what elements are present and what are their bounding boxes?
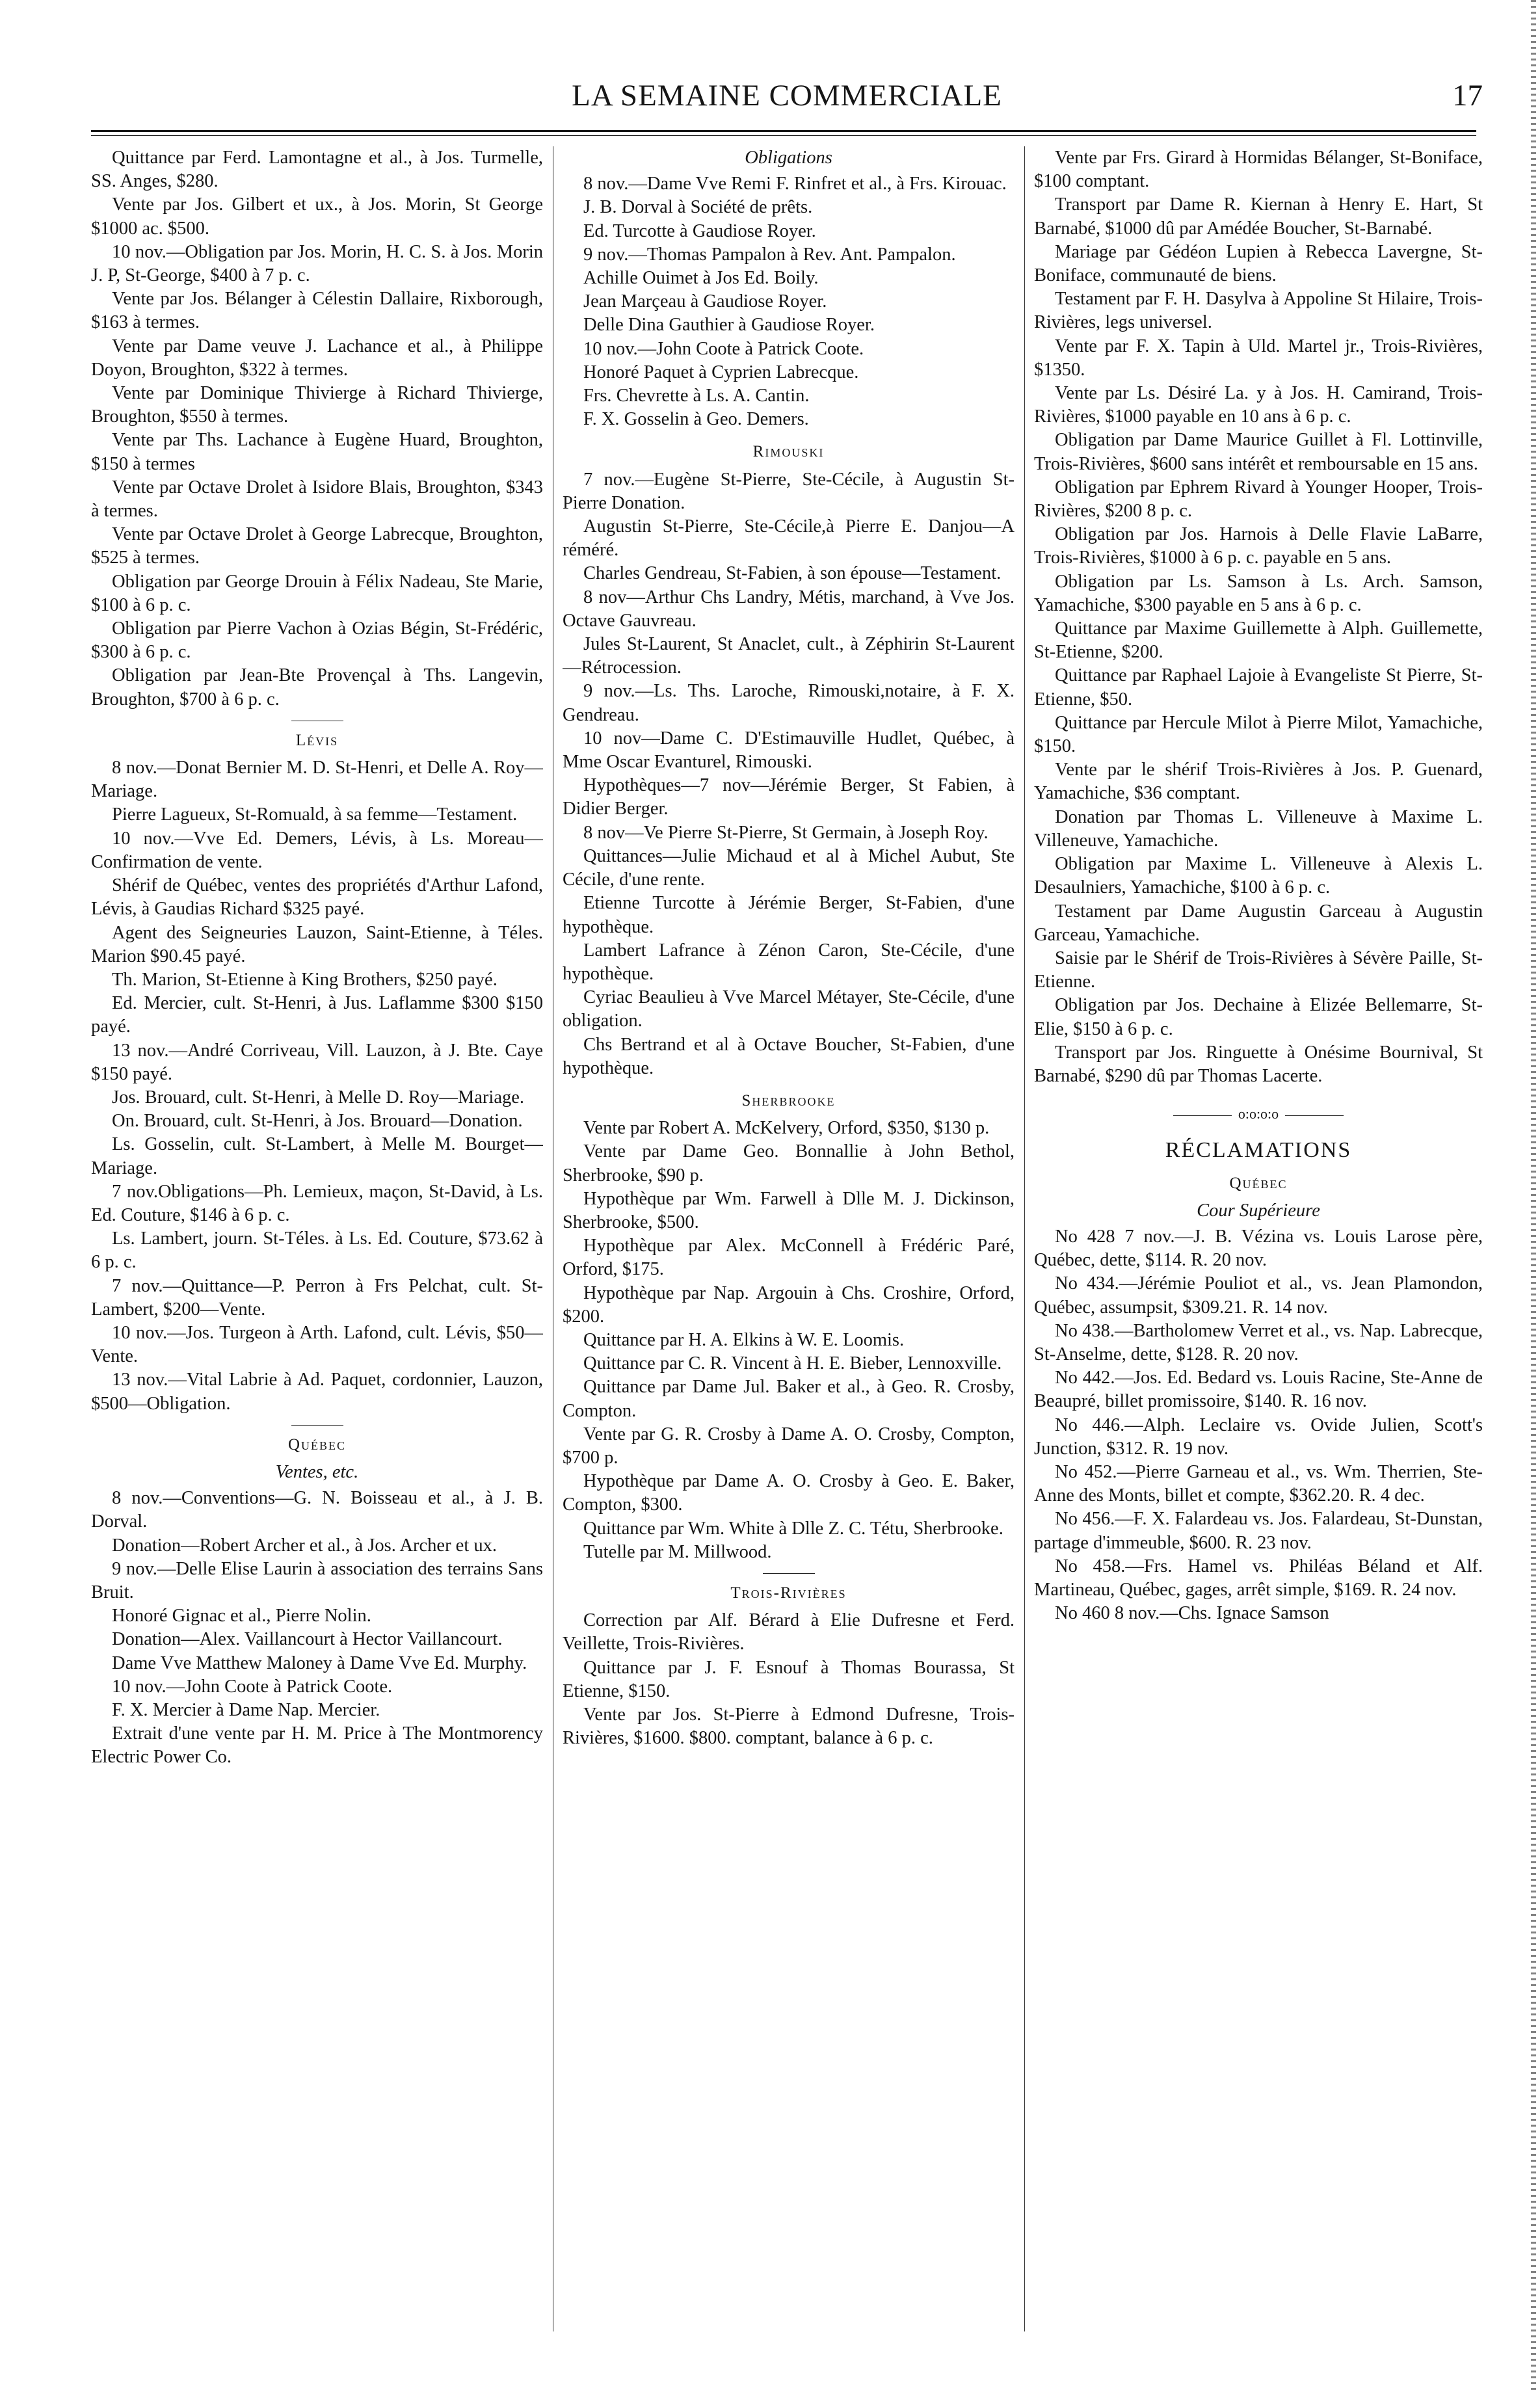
entry: Jean Marçeau à Gaudiose Royer. bbox=[583, 291, 827, 312]
entry: Quittance par Ferd. Lamontagne et al., à Jos. Turmelle, SS. Anges, $280. bbox=[91, 148, 543, 192]
section-heading-trois-rivieres: Trois-Rivières bbox=[563, 1573, 1015, 1605]
entry: On. Brouard, cult. St-Henri, à Jos. Brouard—Donation. bbox=[112, 1111, 523, 1132]
entry: Ls. Gosselin, cult. St-Lambert, à Melle M. Bourget—Mariage. bbox=[91, 1134, 543, 1178]
entry: Honoré Paquet à Cyprien Labrecque. bbox=[583, 362, 859, 382]
entry: Obligation par Jean-Bte Provençal à Ths. Langevin, Broughton, $700 à 6 p. c. bbox=[91, 665, 543, 710]
entry: Vente par F. X. Tapin à Uld. Martel jr., Trois-Rivières, $1350. bbox=[1034, 336, 1483, 380]
subsection-heading-cour-superieure: Cour Supérieure bbox=[1197, 1200, 1320, 1221]
section-heading-sherbrooke: Sherbrooke bbox=[741, 1091, 836, 1109]
entry: No 460 8 nov.—Chs. Ignace Samson bbox=[1055, 1603, 1329, 1624]
entry: Donation par Thomas L. Villeneuve à Maxime L. Villeneuve, Yamachiche. bbox=[1034, 806, 1483, 851]
entry: Achille Ouimet à Jos Ed. Boily. bbox=[583, 268, 819, 289]
entry: No 434.—Jérémie Pouliot et al., vs. Jean Plamondon, Québec, assumpsit, $309.21. R. 14 nov. bbox=[1034, 1273, 1483, 1318]
entry: Pierre Lagueux, St-Romuald, à sa femme—Testament. bbox=[112, 804, 518, 825]
entry: Obligation par Jos. Dechaine à Elizée Bellemarre, St-Elie, $150 à 6 p. c. bbox=[1034, 995, 1483, 1039]
section-heading-rimouski: Rimouski bbox=[752, 443, 825, 461]
entry: No 442.—Jos. Ed. Bedard vs. Louis Racine, Ste-Anne de Beaupré, billet promissoire, $140. R. 16 nov. bbox=[1034, 1368, 1483, 1412]
entry: Obligation par Jos. Harnois à Delle Flavie LaBarre, Trois-Rivières, $1000 à 6 p. c. payable en 5 ans. bbox=[1034, 524, 1483, 568]
entry: No 438.—Bartholomew Verret et al., vs. Nap. Labrecque, St-Anselme, dette, $128. R. 20 nov. bbox=[1034, 1320, 1483, 1364]
entry: 9 nov.—Ls. Ths. Laroche, Rimouski,notaire, à F. X. Gendreau. bbox=[563, 681, 1015, 725]
entry: Quittance par Wm. White à Dlle Z. C. Tétu, Sherbrooke. bbox=[583, 1518, 1003, 1539]
entry: 13 nov.—André Corriveau, Vill. Lauzon, à J. Bte. Caye $150 payé. bbox=[91, 1040, 543, 1084]
section-heading-levis: Lévis bbox=[91, 721, 543, 752]
entry: 9 nov.—Thomas Pampalon à Rev. Ant. Pampalon. bbox=[583, 244, 956, 265]
entry: Charles Gendreau, St-Fabien, à son épouse—Testament. bbox=[583, 563, 1002, 584]
entry: Quittance par J. F. Esnouf à Thomas Bourassa, St Etienne, $150. bbox=[563, 1657, 1015, 1701]
entry: Vente par le shérif Trois-Rivières à Jos. P. Guenard, Yamachiche, $36 comptant. bbox=[1034, 760, 1483, 804]
entry: Quittance par Dame Jul. Baker et al., à Geo. R. Crosby, Compton. bbox=[563, 1377, 1015, 1421]
entry: Obligation par George Drouin à Félix Nadeau, Ste Marie, $100 à 6 p. c. bbox=[91, 571, 543, 615]
entry: Vente par Dame Geo. Bonnallie à John Bethol, Sherbrooke, $90 p. bbox=[563, 1141, 1015, 1186]
entry: Quittance par H. A. Elkins à W. E. Loomis. bbox=[583, 1329, 905, 1350]
entry: Vente par G. R. Crosby à Dame A. O. Crosby, Compton, $700 p. bbox=[563, 1424, 1015, 1468]
entry: Vente par Dominique Thivierge à Richard Thivierge, Broughton, $550 à termes. bbox=[91, 383, 543, 427]
entry: Hypothèque par Dame A. O. Crosby à Geo. E. Baker, Compton, $300. bbox=[563, 1471, 1015, 1515]
entry: Jos. Brouard, cult. St-Henri, à Melle D. Roy—Mariage. bbox=[112, 1087, 524, 1108]
entry: No 428 7 nov.—J. B. Vézina vs. Louis Larose père, Québec, dette, $114. R. 20 nov. bbox=[1034, 1226, 1483, 1271]
entry: Quittance par C. R. Vincent à H. E. Bieber, Lennoxville. bbox=[583, 1353, 1002, 1374]
entry: J. B. Dorval à Société de prêts. bbox=[583, 197, 813, 218]
column-divider bbox=[1024, 146, 1025, 2331]
entry: No 456.—F. X. Falardeau vs. Jos. Falardeau, St-Dunstan, partage d'immeuble, $600. R. 23 nov. bbox=[1034, 1509, 1483, 1553]
entry: Etienne Turcotte à Jérémie Berger, St-Fabien, d'une hypothèque. bbox=[563, 893, 1015, 937]
entry: 8 nov—Arthur Chs Landry, Métis, marchand, à Vve Jos. Octave Gauvreau. bbox=[563, 587, 1015, 631]
entry: Hypothèque par Alex. McConnell à Frédéric Paré, Orford, $175. bbox=[563, 1236, 1015, 1280]
entry: 7 nov.—Quittance—P. Perron à Frs Pelchat, cult. St-Lambert, $200—Vente. bbox=[91, 1275, 543, 1320]
entry: Donation—Robert Archer et al., à Jos. Archer et ux. bbox=[112, 1535, 498, 1556]
entry: F. X. Gosselin à Geo. Demers. bbox=[583, 409, 809, 430]
entry: Ls. Lambert, journ. St-Téles. à Ls. Ed. Couture, $73.62 à 6 p. c. bbox=[91, 1228, 543, 1273]
entry: 9 nov.—Delle Elise Laurin à association des terrains Sans Bruit. bbox=[91, 1558, 543, 1602]
entry: Tutelle par M. Millwood. bbox=[583, 1541, 772, 1562]
entry: Vente par Ths. Lachance à Eugène Huard, Broughton, $150 à termes bbox=[91, 430, 543, 474]
entry: Correction par Alf. Bérard à Elie Dufresne et Ferd. Veillette, Trois-Rivières. bbox=[563, 1610, 1015, 1654]
entry: Quittance par Hercule Milot à Pierre Milot, Yamachiche, $150. bbox=[1034, 712, 1483, 757]
entry: 8 nov.—Conventions—G. N. Boisseau et al., à J. B. Dorval. bbox=[91, 1488, 543, 1532]
entry: Hypothèques—7 nov—Jérémie Berger, St Fabien, à Didier Berger. bbox=[563, 775, 1015, 819]
subsection-heading-obligations: Obligations bbox=[745, 148, 832, 168]
entry: Dame Vve Matthew Maloney à Dame Vve Ed. Murphy. bbox=[112, 1653, 527, 1673]
entry: 7 nov.Obligations—Ph. Lemieux, maçon, St-David, à Ls. Ed. Couture, $146 à 6 p. c. bbox=[91, 1181, 543, 1225]
entry: Vente par Octave Drolet à George Labrecque, Broughton, $525 à termes. bbox=[91, 524, 543, 568]
entry: 10 nov.—Obligation par Jos. Morin, H. C. S. à Jos. Morin J. P, St-George, $400 à 7 p. c. bbox=[91, 241, 543, 286]
entry: Lambert Lafrance à Zénon Caron, Ste-Cécile, d'une hypothèque. bbox=[563, 940, 1015, 984]
entry: Vente par Dame veuve J. Lachance et al., à Philippe Doyon, Broughton, $322 à termes. bbox=[91, 336, 543, 380]
entry: Augustin St-Pierre, Ste-Cécile,à Pierre E. Danjou—A réméré. bbox=[563, 516, 1015, 561]
entry: F. X. Mercier à Dame Nap. Mercier. bbox=[112, 1700, 380, 1720]
entry: Testament par Dame Augustin Garceau à Augustin Garceau, Yamachiche. bbox=[1034, 901, 1483, 945]
publication-title: LA SEMAINE COMMERCIALE bbox=[572, 79, 1002, 113]
entry: Vente par Frs. Girard à Hormidas Bélanger, St-Boniface, $100 comptant. bbox=[1034, 148, 1483, 192]
entry: Chs Bertrand et al à Octave Boucher, St-Fabien, d'une hypothèque. bbox=[563, 1034, 1015, 1078]
entry: 8 nov—Ve Pierre St-Pierre, St Germain, à Joseph Roy. bbox=[583, 822, 989, 843]
entry: Ed. Mercier, cult. St-Henri, à Jus. Laflamme $300 $150 payé. bbox=[91, 993, 543, 1037]
entry: Quittance par Maxime Guillemette à Alph. Guillemette, St-Etienne, $200. bbox=[1034, 618, 1483, 663]
entry: Ed. Turcotte à Gaudiose Royer. bbox=[583, 220, 816, 241]
page-edge-binding bbox=[1531, 0, 1536, 2390]
entry: Quittance par Raphael Lajoie à Evangeliste St Pierre, St-Etienne, $50. bbox=[1034, 665, 1483, 710]
entry: Saisie par le Shérif de Trois-Rivières à Sévère Paille, St-Etienne. bbox=[1034, 948, 1483, 992]
entry: Shérif de Québec, ventes des propriétés d'Arthur Lafond, Lévis, à Gaudias Richard $325 payé. bbox=[91, 875, 543, 920]
entry: 8 nov.—Donat Bernier M. D. St-Henri, et Delle A. Roy—Mariage. bbox=[91, 758, 543, 802]
entry: Mariage par Gédéon Lupien à Rebecca Lavergne, St-Boniface, communauté de biens. bbox=[1034, 241, 1483, 286]
entry: 10 nov.—Jos. Turgeon à Arth. Lafond, cult. Lévis, $50—Vente. bbox=[91, 1322, 543, 1367]
entry: 10 nov.—John Coote à Patrick Coote. bbox=[583, 338, 864, 359]
page-number: 17 bbox=[1452, 79, 1483, 113]
entry: Obligation par Ephrem Rivard à Younger Hooper, Trois-Rivières, $200 8 p. c. bbox=[1034, 477, 1483, 522]
entry: Frs. Chevrette à Ls. A. Cantin. bbox=[583, 386, 810, 406]
entry: Obligation par Maxime L. Villeneuve à Alexis L. Desaulniers, Yamachiche, $100 à 6 p. c. bbox=[1034, 854, 1483, 898]
section-heading-quebec: Québec bbox=[91, 1425, 543, 1457]
entry: Th. Marion, St-Etienne à King Brothers, $250 payé. bbox=[112, 969, 498, 990]
subsection-heading-ventes: Ventes, etc. bbox=[275, 1461, 359, 1482]
entry: 10 nov.—John Coote à Patrick Coote. bbox=[112, 1676, 393, 1697]
column-2 bbox=[563, 146, 1015, 2331]
entry: Vente par Robert A. McKelvery, Orford, $350, $130 p. bbox=[583, 1118, 990, 1139]
entry: 10 nov—Dame C. D'Estimauville Hudlet, Québec, à Mme Oscar Evanturel, Rimouski. bbox=[563, 728, 1015, 773]
entry: No 452.—Pierre Garneau et al., vs. Wm. Therrien, Ste-Anne des Monts, billet et compte, $362.20. R. 4 dec. bbox=[1034, 1461, 1483, 1506]
section-heading-reclamations: RÉCLAMATIONS bbox=[1165, 1138, 1352, 1163]
entry: Vente par Jos. Bélanger à Célestin Dallaire, Rixborough, $163 à termes. bbox=[91, 289, 543, 333]
entry: Transport par Dame R. Kiernan à Henry E. Hart, St Barnabé, $1000 dû par Amédée Boucher, St-Barnabé. bbox=[1034, 194, 1483, 239]
header-rule bbox=[91, 130, 1476, 136]
entry: Quittances—Julie Michaud et al à Michel Aubut, Ste Cécile, d'une rente. bbox=[563, 845, 1015, 890]
entry: 13 nov.—Vital Labrie à Ad. Paquet, cordonnier, Lauzon, $500—Obligation. bbox=[91, 1370, 543, 1414]
entry: No 446.—Alph. Leclaire vs. Ovide Julien, Scott's Junction, $312. R. 19 nov. bbox=[1034, 1414, 1483, 1459]
ornamental-separator: o:o:o:o bbox=[1034, 1102, 1483, 1126]
entry: Obligation par Ls. Samson à Ls. Arch. Samson, Yamachiche, $300 payable en 5 ans à 6 p. c. bbox=[1034, 571, 1483, 615]
entry: Agent des Seigneuries Lauzon, Saint-Etienne, à Téles. Marion $90.45 payé. bbox=[91, 922, 543, 966]
section-heading-quebec: Québec bbox=[1229, 1174, 1288, 1192]
entry: Delle Dina Gauthier à Gaudiose Royer. bbox=[583, 315, 875, 336]
entry: Obligation par Pierre Vachon à Ozias Bégin, St-Frédéric, $300 à 6 p. c. bbox=[91, 618, 543, 663]
entry: Obligation par Dame Maurice Guillet à Fl. Lottinville, Trois-Rivières, $600 sans intérêt et remboursable en 15 ans. bbox=[1034, 430, 1483, 474]
entry: Honoré Gignac et al., Pierre Nolin. bbox=[112, 1606, 371, 1627]
entry: Vente par Octave Drolet à Isidore Blais, Broughton, $343 à termes. bbox=[91, 477, 543, 522]
entry: Testament par F. H. Dasylva à Appoline St Hilaire, Trois-Rivières, legs universel. bbox=[1034, 289, 1483, 333]
page-header bbox=[91, 78, 1483, 124]
entry: Cyriac Beaulieu à Vve Marcel Métayer, Ste-Cécile, d'une obligation. bbox=[563, 987, 1015, 1031]
entry: Vente par Jos. St-Pierre à Edmond Dufresne, Trois-Rivières, $1600. $800. comptant, balance à 6 p. c. bbox=[563, 1705, 1015, 1749]
column-3 bbox=[1034, 146, 1483, 2331]
entry: Transport par Jos. Ringuette à Onésime Bournival, St Barnabé, $290 dû par Thomas Lacerte. bbox=[1034, 1042, 1483, 1086]
entry: Jules St-Laurent, St Anaclet, cult., à Zéphirin St-Laurent—Rétrocession. bbox=[563, 634, 1015, 678]
entry: Vente par Ls. Désiré La. y à Jos. H. Camirand, Trois-Rivières, $1000 payable en 10 ans à 6 p. c. bbox=[1034, 383, 1483, 427]
column-1 bbox=[91, 146, 543, 2331]
entry: Vente par Jos. Gilbert et ux., à Jos. Morin, St George $1000 ac. $500. bbox=[91, 194, 543, 239]
entry: 7 nov.—Eugène St-Pierre, Ste-Cécile, à Augustin St-Pierre Donation. bbox=[563, 469, 1015, 513]
entry: Extrait d'une vente par H. M. Price à The Montmorency Electric Power Co. bbox=[91, 1723, 543, 1768]
entry: 10 nov.—Vve Ed. Demers, Lévis, à Ls. Moreau—Confirmation de vente. bbox=[91, 828, 543, 872]
entry: No 458.—Frs. Hamel vs. Philéas Béland et Alf. Martineau, Québec, gages, arrêt simple, $169. R. 24 nov. bbox=[1034, 1556, 1483, 1600]
entry: Hypothèque par Wm. Farwell à Dlle M. J. Dickinson, Sherbrooke, $500. bbox=[563, 1188, 1015, 1232]
entry: Hypothèque par Nap. Argouin à Chs. Croshire, Orford, $200. bbox=[563, 1282, 1015, 1327]
entry: Donation—Alex. Vaillancourt à Hector Vaillancourt. bbox=[112, 1629, 503, 1650]
entry: 8 nov.—Dame Vve Remi F. Rinfret et al., à Frs. Kirouac. bbox=[583, 174, 1007, 194]
